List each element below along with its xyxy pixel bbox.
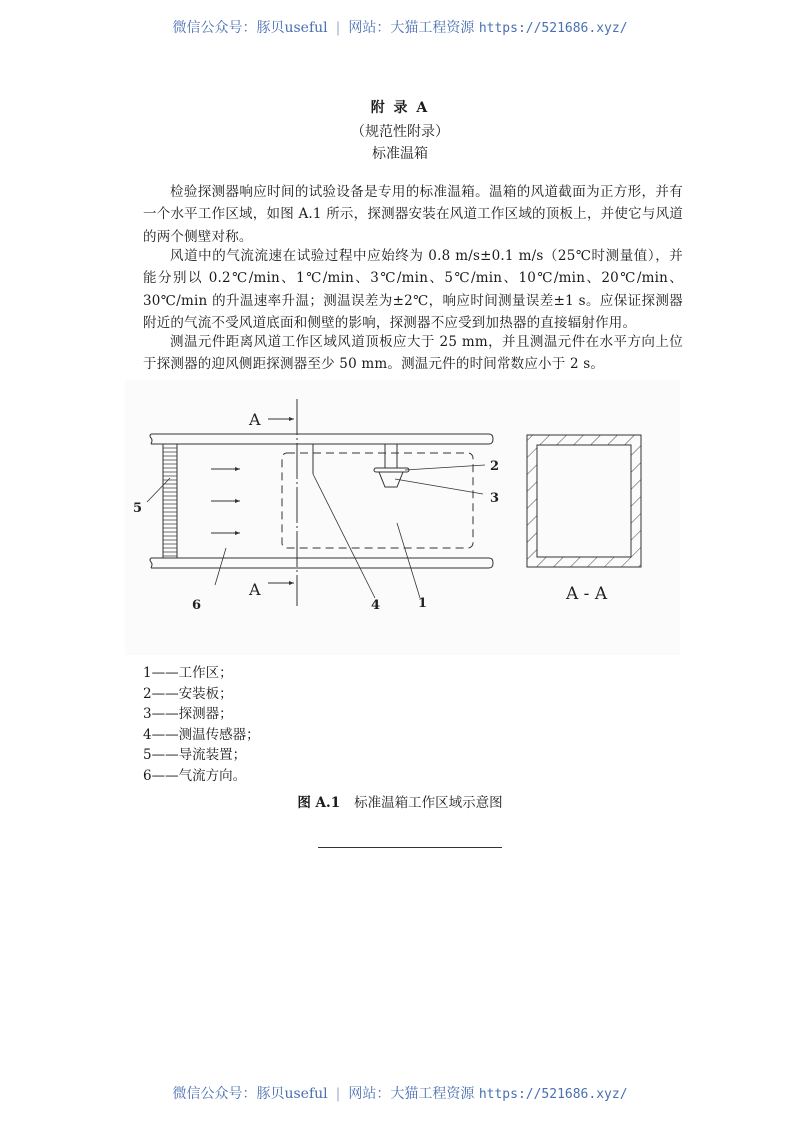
- section-mark-top: A: [249, 410, 261, 429]
- legend-text: ——导流装置；: [151, 747, 247, 764]
- legend-num: 5: [143, 747, 152, 764]
- watermark-bottom: [0, 1083, 800, 1103]
- site-label: 网站：大猫工程资源: [348, 20, 475, 36]
- legend-item: [143, 663, 260, 684]
- legend-text: ——测温传感器；: [151, 726, 260, 743]
- appendix-subtitle: 标准温箱: [372, 146, 428, 162]
- legend-num: 6: [143, 767, 152, 784]
- section-view-label: A - A: [566, 584, 608, 604]
- paragraph-2: 风道中的气流流速在试验过程中应始终为 0.8 m/s±0.1 m/s（25℃时测量值），并能分别以 0.2℃/min、1℃/min、3℃/min、5℃/min、10℃/min、20℃/min、30℃/min 的升温速率升温；测温误差为±2℃，响应时间测量误差±1 s。应保证探测器附近的气流不受风道底面和侧壁的影响，探测器不应受到加热器的直接辐射作用。: [143, 248, 683, 331]
- figure-caption: [0, 791, 800, 811]
- site-url-link[interactable]: https://521686.xyz/: [478, 1087, 628, 1102]
- callout-4: 4: [371, 598, 381, 613]
- wechat-label: 微信公众号：豚贝useful: [172, 20, 328, 36]
- watermark-top: [0, 17, 800, 37]
- legend-text: ——安装板；: [151, 685, 233, 702]
- appendix-type: （规范性附录）: [351, 124, 449, 140]
- legend-item: [143, 766, 260, 787]
- legend-item: [143, 704, 260, 725]
- callout-5: 5: [133, 501, 143, 516]
- section-mark-bottom: A: [249, 580, 261, 599]
- callout-1: 1: [418, 596, 428, 611]
- paragraph-1: 检验探测器响应时间的试验设备是专用的标准温箱。温箱的风道截面为正方形，并有一个水平工作区域，如图 A.1 所示，探测器安装在风道工作区域的顶板上，并使它与风道的两个侧壁对称。: [143, 184, 683, 245]
- legend-num: 4: [143, 726, 152, 743]
- site-label: 网站：大猫工程资源: [348, 1086, 475, 1102]
- legend-item: [143, 725, 260, 746]
- separator: |: [335, 1086, 341, 1102]
- legend-item: [143, 684, 260, 705]
- callout-6: 6: [192, 598, 202, 613]
- wechat-label: 微信公众号：豚贝useful: [172, 1086, 328, 1102]
- appendix-title: 附 录 A: [370, 100, 430, 116]
- figure-legend: [143, 663, 260, 787]
- end-rule: [318, 847, 502, 848]
- legend-text: ——工作区；: [151, 665, 233, 681]
- site-url-link[interactable]: https://521686.xyz/: [478, 21, 628, 36]
- legend-num: 1: [143, 665, 152, 681]
- callout-3: 3: [490, 491, 500, 506]
- caption-number: 图 A.1: [297, 795, 341, 811]
- legend-num: 2: [143, 685, 152, 702]
- legend-text: ——探测器；: [151, 706, 233, 723]
- legend-item: [143, 745, 260, 766]
- legend-text: ——气流方向。: [151, 767, 247, 784]
- caption-text: 标准温箱工作区域示意图: [354, 795, 503, 811]
- callout-2: 2: [490, 459, 500, 474]
- figure-a1-diagram: [125, 380, 680, 655]
- legend-num: 3: [143, 706, 152, 723]
- paragraph-3: 测温元件距离风道工作区域风道顶板应大于 25 mm，并且测温元件在水平方向上位于探测器的迎风侧距探测器至少 50 mm。测温元件的时间常数应小于 2 s。: [143, 334, 683, 373]
- separator: |: [335, 20, 341, 36]
